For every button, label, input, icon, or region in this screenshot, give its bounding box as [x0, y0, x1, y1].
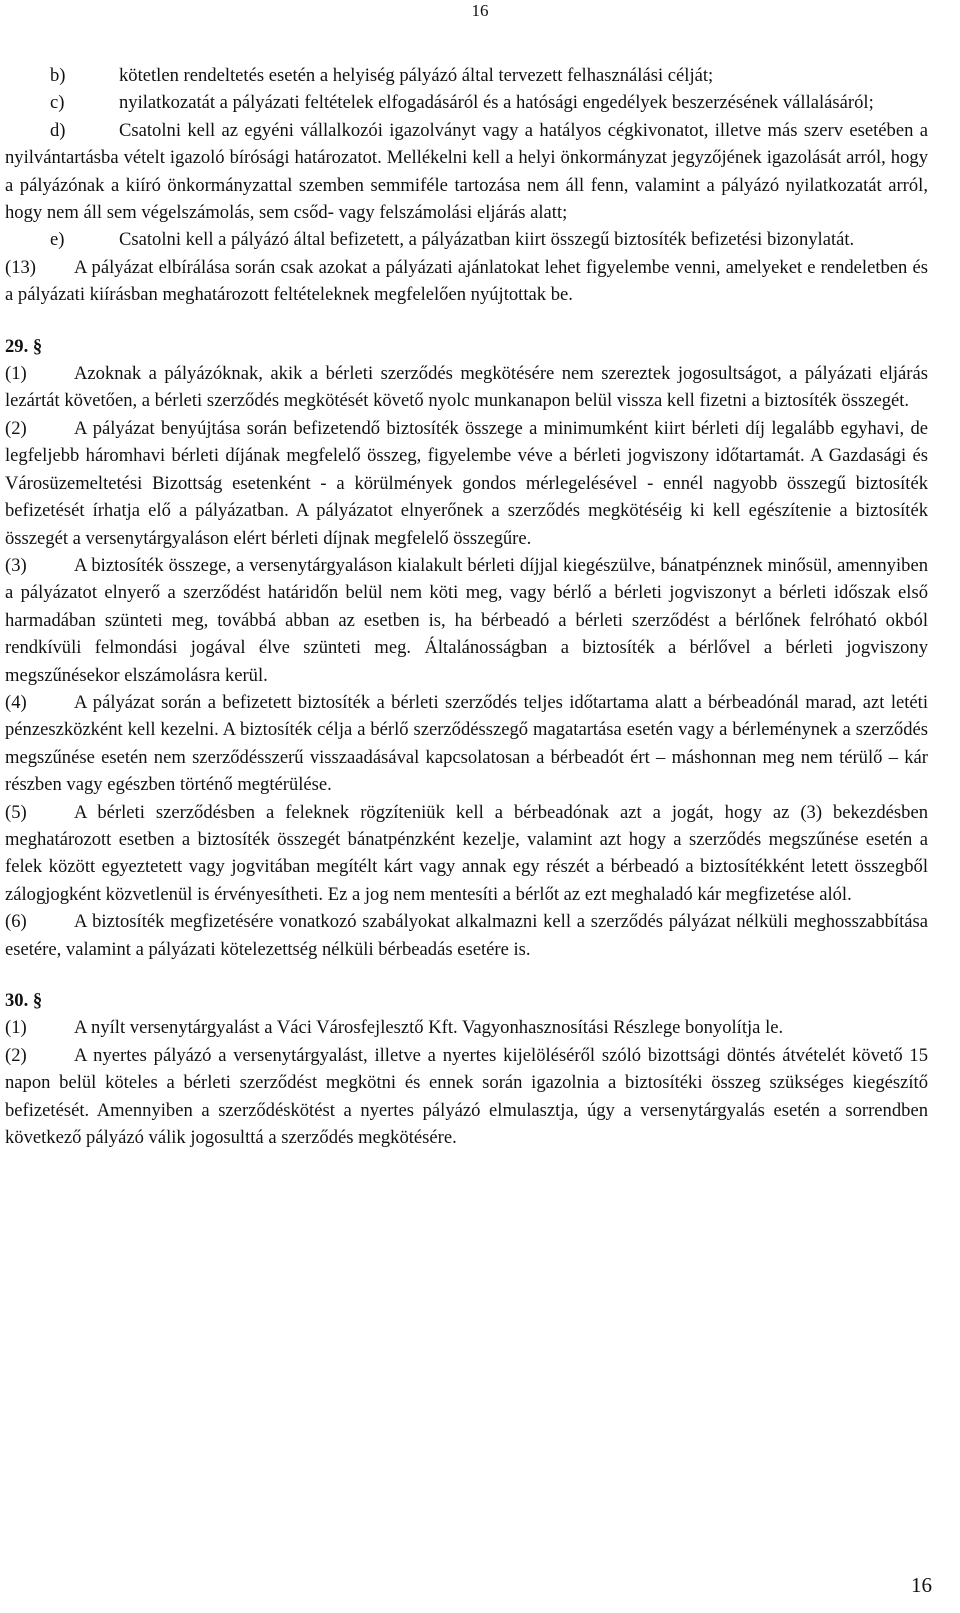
paragraph-label: (2)	[5, 1044, 27, 1066]
paragraph-text: A pályázat benyújtása során befizetendő biztosíték összege a minimumként kiirt bérleti díj legalább egyhavi, de legfeljebb háromhavi bérleti díjának megfelelő összeg, figyelembe véve a bérleti jogviszony időtartamát. A Gazdasági és Városüzemeltetési Bizottság esetenként - a körülmények gondos mérlegelésével - ennél nagyobb összegű biztosíték befizetését írhatja elő a pályázatban. A pályázatot elnyerőnek a szerződés megkötéséig ki kell egészítenie a biztosíték összegét a versenytárgyaláson elért bérleti díjnak megfelelő összegűre.	[5, 417, 928, 549]
item-label: c)	[50, 92, 65, 114]
document-body	[5, 62, 928, 1151]
s29-paragraph-3	[5, 552, 928, 689]
paragraph-label: (1)	[5, 363, 27, 385]
item-text: Csatolni kell az egyéni vállalkozói igazolványt vagy a hatályos cégkivonatot, illetve más szerv esetében a nyilvántartásba vételt igazoló bírósági határozatot. Mellékelni kell a helyi önkormányzat jegyzőjének igazolását arról, hogy a pályázónak a kiíró önkormányzattal szemben semmiféle tartozása nem áll fenn, valamint a pályázó nyilatkozatát arról, hogy nem áll sem végelszámolás, sem csőd- vagy felszámolási eljárás alatt;	[5, 119, 928, 224]
item-text: Csatolni kell a pályázó által befizetett, a pályázatban kiirt összegű biztosíték befizetési bizonylatát.	[119, 229, 855, 251]
s30-paragraph-1	[5, 1014, 928, 1041]
paragraph-text: A biztosíték összege, a versenytárgyaláson kialakult bérleti díjjal kiegészülve, bánatpénznek minősül, amennyiben a pályázatot elnyerő a szerződést határidőn belül nem köti meg, vagy bérlő a bérleti jogviszonyt a bérleti időszak első harmadában szünteti meg, továbbá abban az esetben is, ha bérbeadó a bérleti szerződést a bérlőnek felróható okból rendkívüli felmondási jogával élve szünteti meg. Általánosságban a biztosíték a bérlővel a bérleti jogviszony megszűnésekor elszámolásra kerül.	[5, 554, 928, 686]
paragraph-label: (5)	[5, 801, 27, 823]
paragraph-label: (3)	[5, 554, 27, 576]
s30-paragraph-2	[5, 1042, 928, 1152]
page-number-bottom: 16	[911, 1573, 932, 1597]
list-item-d	[5, 117, 928, 227]
s29-paragraph-6	[5, 908, 928, 963]
paragraph-text: A nyertes pályázó a versenytárgyalást, illetve a nyertes kijelöléséről szóló bizottsági döntés átvételét követő 15 napon belül köteles a bérleti szerződést megkötni és ennek során igazolnia a biztosítéki összeg szükséges kiegészítő befizetését. Amennyiben a szerződéskötést a nyertes pályázó elmulasztja, úgy a versenytárgyalás esetén a sorrendben következő pályázó válik jogosulttá a szerződés megkötésére.	[5, 1044, 928, 1149]
paragraph-text: A pályázat során a befizetett biztosíték a bérleti szerződés teljes időtartama alatt a bérbeadónál marad, azt letéti pénzeszközként kell kezelni. A biztosíték célja a bérlő szerződésszegő magatartása esetén vagy a bérleménynek a szerződés megszűnése esetén nem szerződésszerű visszaadásával kapcsolatosan a bérbeadót ért – máshonnan meg nem térülő – kár részben vagy egészben történő megtérülése.	[5, 691, 928, 796]
s29-paragraph-1	[5, 360, 928, 415]
s29-paragraph-5	[5, 799, 928, 909]
paragraph-label: (1)	[5, 1017, 27, 1039]
s29-paragraph-2	[5, 415, 928, 552]
paragraph-text: A nyílt versenytárgyalást a Váci Városfejlesztő Kft. Vagyonhasznosítási Részlege bonyolítja le.	[74, 1017, 784, 1039]
paragraph-label: (6)	[5, 911, 27, 933]
list-item-c	[5, 89, 928, 116]
item-text: nyilatkozatát a pályázati feltételek elfogadásáról és a hatósági engedélyek beszerzésének vállalásáról;	[119, 92, 874, 114]
item-label: e)	[50, 229, 65, 251]
paragraph-label: (4)	[5, 691, 27, 713]
page-number-top: 16	[471, 1, 489, 20]
s29-paragraph-4	[5, 689, 928, 799]
paragraph-text: A pályázat elbírálása során csak azokat a pályázati ajánlatokat lehet figyelembe venni, amelyeket e rendeletben és a pályázati kiírásban meghatározott feltételeknek megfelelően nyújtottak be.	[5, 256, 928, 306]
section-heading-29: 29. §	[5, 335, 43, 357]
list-item-b	[5, 62, 928, 89]
item-label: d)	[50, 119, 66, 141]
paragraph-13	[5, 254, 928, 309]
list-item-e	[5, 226, 928, 253]
paragraph-text: Azoknak a pályázóknak, akik a bérleti szerződés megkötésére nem szereztek jogosultságot, a pályázati eljárás lezártát követően, a bérleti szerződés megkötését követő nyolc munkanapon belül vissza kell fizetni a biztosíték összegét.	[5, 363, 928, 412]
paragraph-text: A biztosíték megfizetésére vonatkozó szabályokat alkalmazni kell a szerződés pályázat nélküli meghosszabbítása esetére, valamint a pályázati kötelezettség nélküli bérbeadás esetére is.	[5, 911, 928, 960]
item-label: b)	[50, 65, 66, 86]
paragraph-text: A bérleti szerződésben a feleknek rögzíteniük kell a bérbeadónak azt a jogát, hogy az (3) bekezdésben meghatározott esetben a biztosíték összegét bánatpénzként kezelje, valamint azt hogy a szerződés megszűnése esetén a felek között egyeztetett vagy jogvitában megítélt kárt vagy annak egy részét a bérbeadó a biztosítékként letett összegből zálogjogként közvetlenül is érvényesítheti. Ez a jog nem mentesíti a bérlőt az ezt meghaladó kár megfizetése alól.	[5, 801, 928, 905]
paragraph-label: (2)	[5, 417, 27, 439]
item-text: kötetlen rendeltetés esetén a helyiség pályázó által tervezett felhasználási célját;	[119, 65, 714, 86]
paragraph-label: (13)	[5, 256, 36, 278]
section-heading-30: 30. §	[5, 990, 43, 1011]
